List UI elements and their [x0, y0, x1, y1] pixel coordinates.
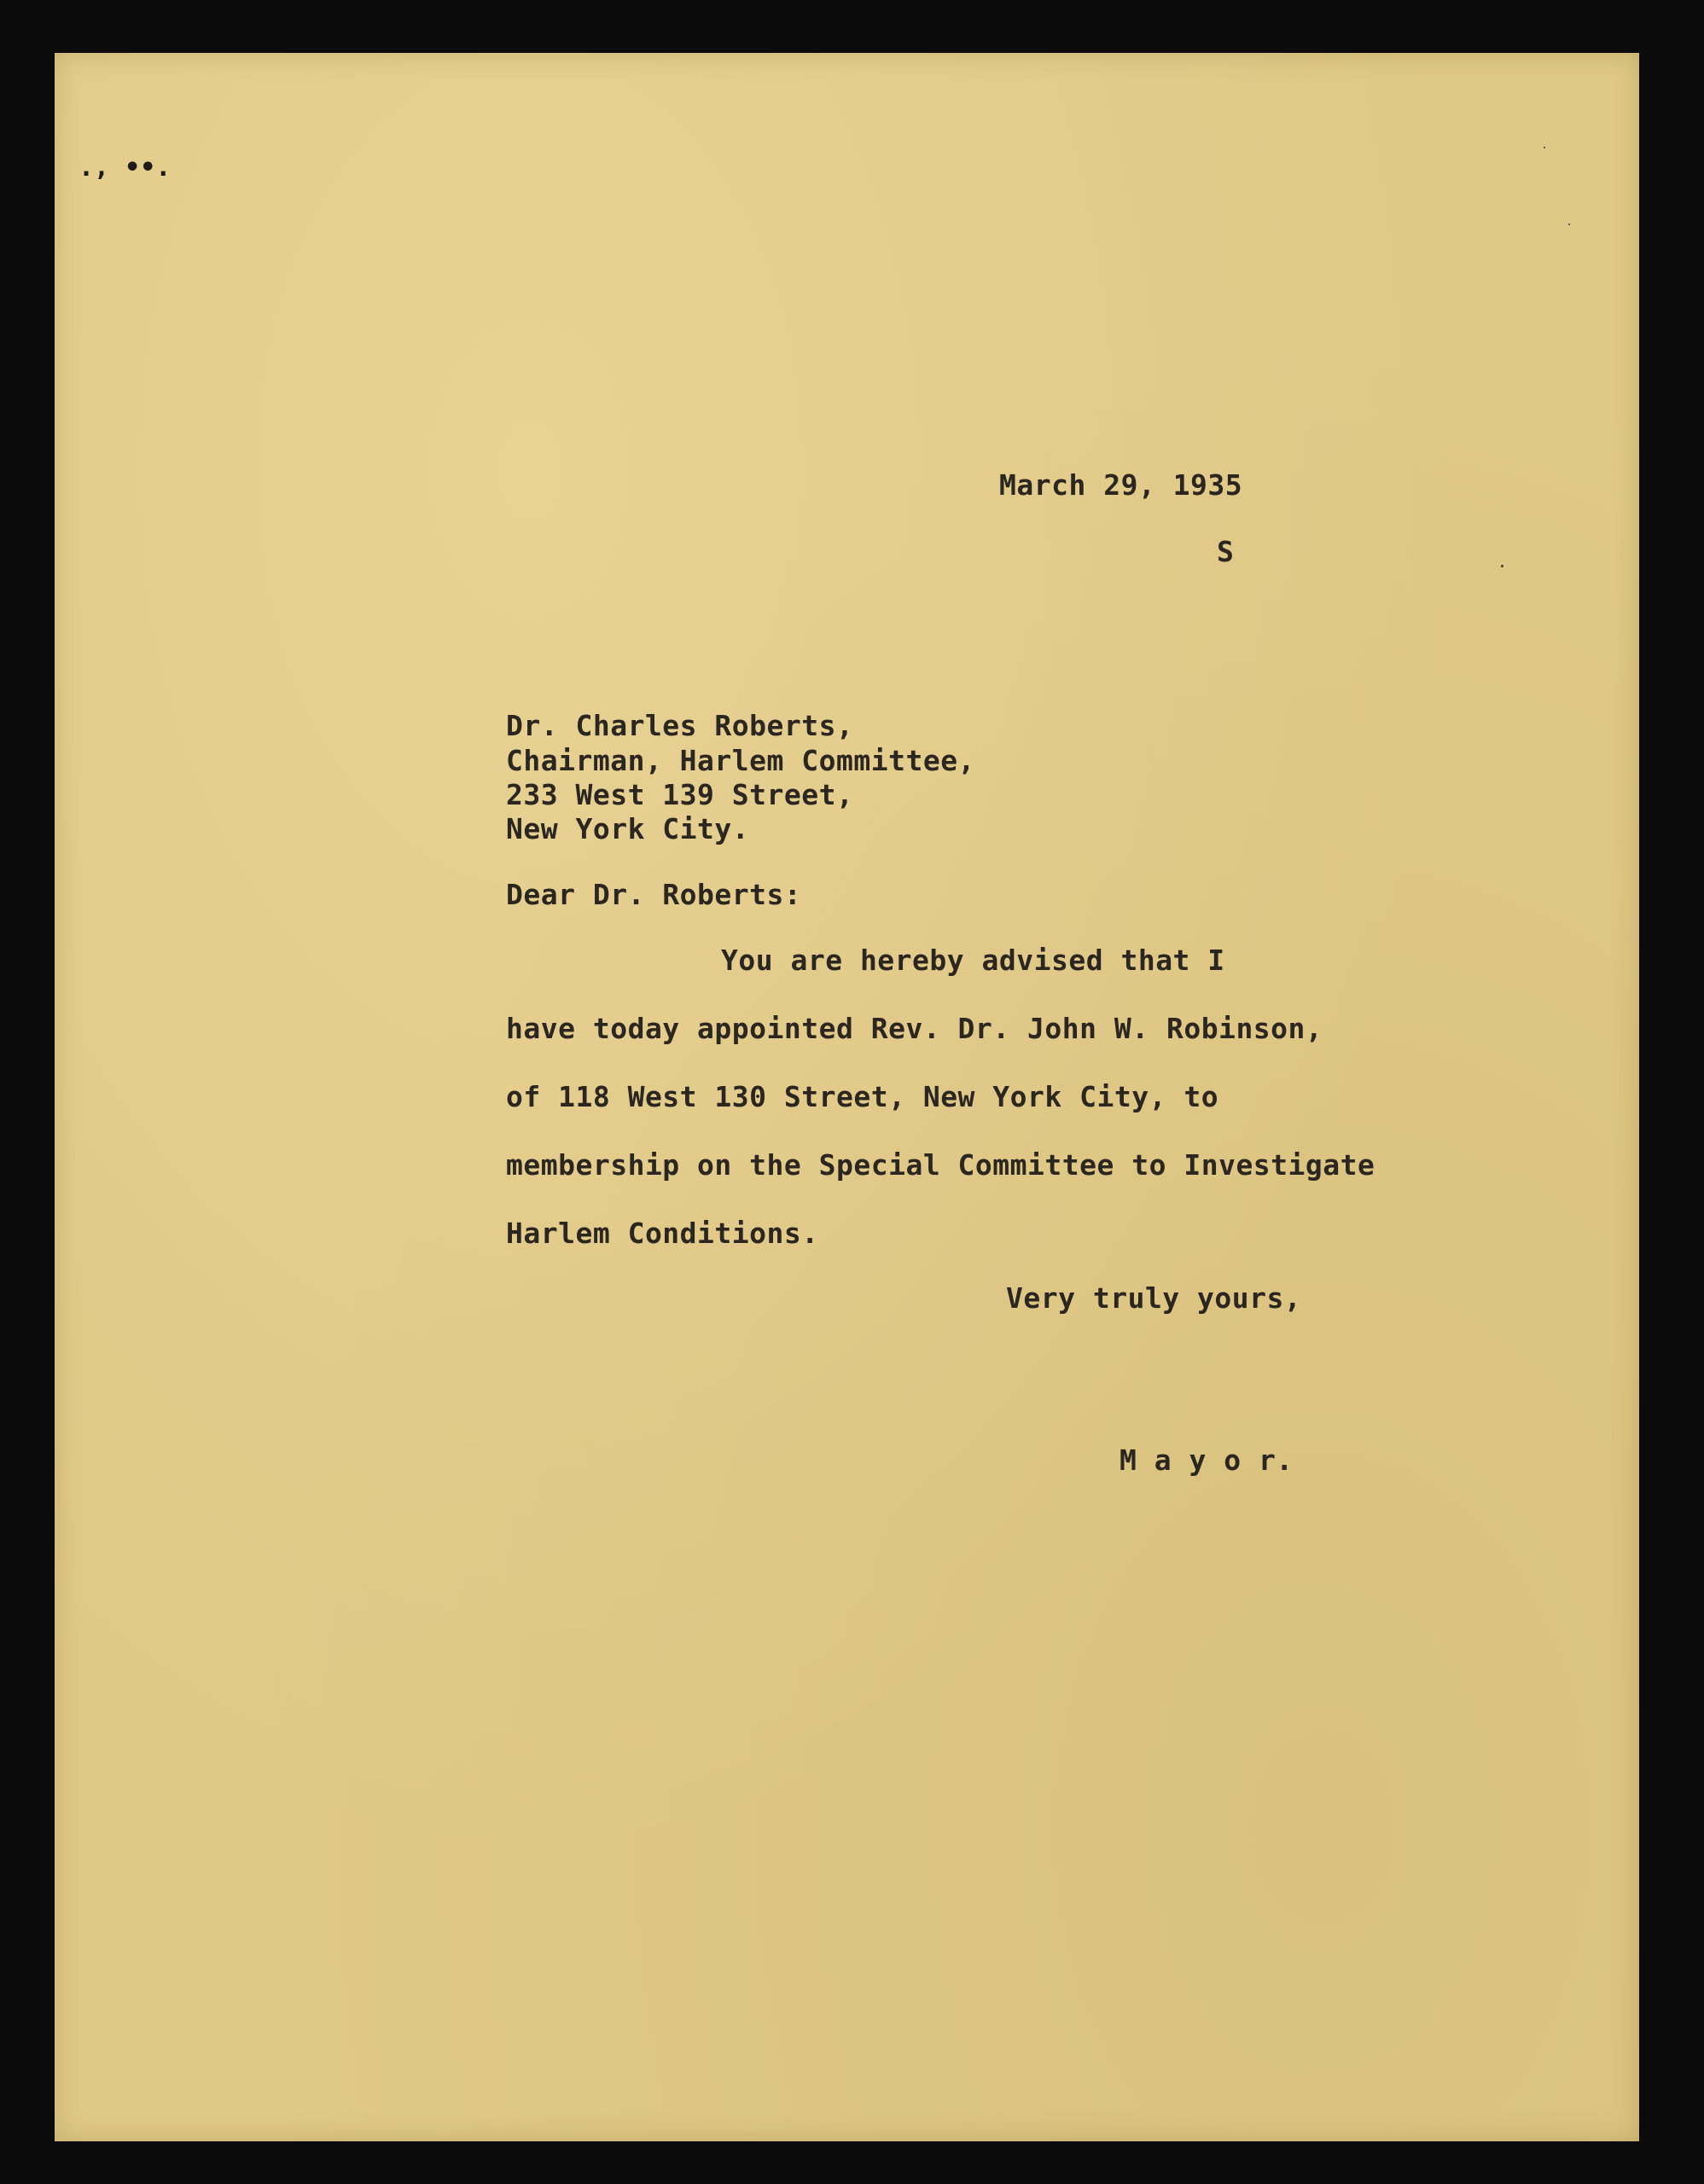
closing: Very truly yours,	[1006, 1281, 1302, 1315]
body-line: Harlem Conditions.	[506, 1217, 819, 1250]
recipient-city: New York City.	[506, 812, 750, 845]
recipient-name: Dr. Charles Roberts,	[506, 709, 854, 742]
recipient-title: Chairman, Harlem Committee,	[506, 744, 975, 777]
body-line: of 118 West 130 Street, New York City, to	[506, 1080, 1219, 1113]
body-line: membership on the Special Committee to Investigate	[506, 1148, 1375, 1182]
paper-speck	[1544, 147, 1545, 148]
typist-initial: S	[1217, 535, 1235, 568]
salutation: Dear Dr. Roberts:	[506, 878, 802, 911]
paper-speck	[1568, 224, 1570, 225]
body-line: have today appointed Rev. Dr. John W. Robinson,	[506, 1012, 1323, 1045]
body-line: You are hereby advised that I	[721, 944, 1225, 977]
corner-ink-mark: ., ••.	[79, 153, 172, 183]
letter-date: March 29, 1935	[999, 468, 1243, 502]
paper-speck	[1501, 565, 1503, 567]
recipient-street: 233 West 139 Street,	[506, 778, 854, 811]
signature-title: M a y o r.	[1120, 1443, 1294, 1477]
letter-page	[55, 53, 1639, 2141]
